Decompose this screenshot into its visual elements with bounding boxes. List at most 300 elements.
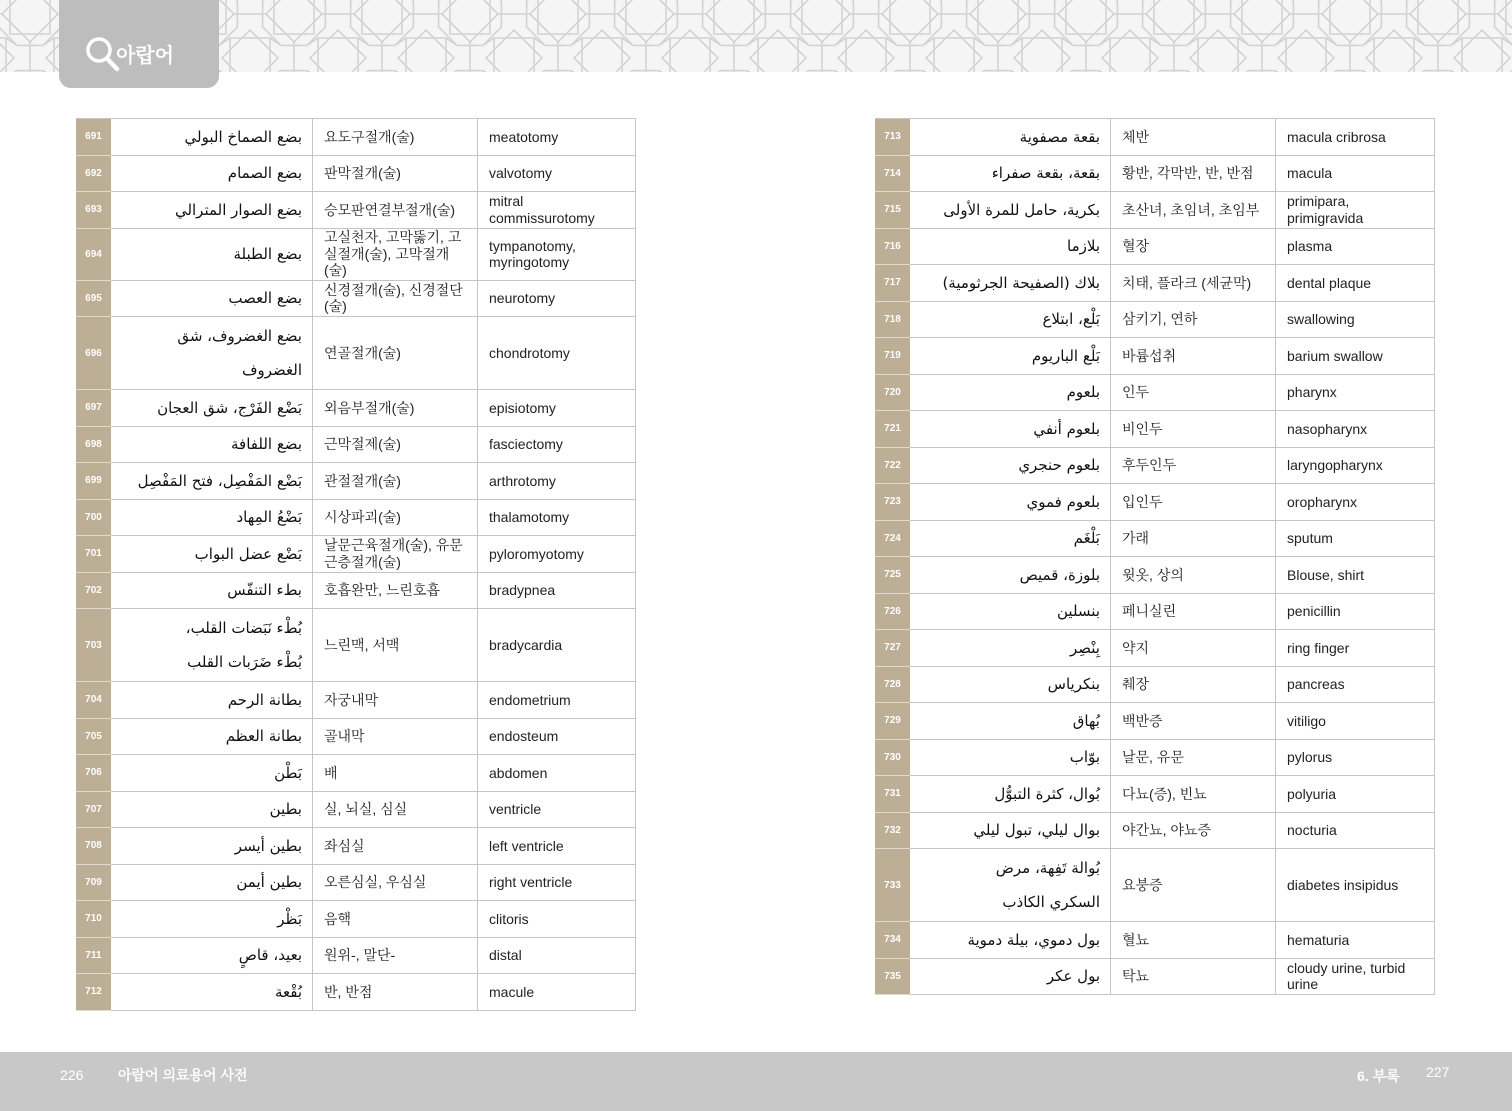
entry-number-cell	[76, 938, 111, 975]
entry-number-cell	[76, 828, 111, 865]
english-term-cell	[478, 119, 636, 156]
arabic-term: بطين أيسر	[234, 836, 302, 855]
entry-number: 735	[884, 970, 901, 982]
entry-number: 733	[884, 879, 901, 891]
entry-number: 691	[85, 131, 102, 143]
korean-term-cell	[1111, 667, 1276, 704]
korean-term: 초산녀, 초임녀, 초임부	[1122, 201, 1260, 218]
entry-number-cell	[875, 192, 910, 229]
entry-number-cell	[76, 229, 111, 281]
entry-number: 708	[85, 840, 102, 852]
entry-number-cell	[875, 630, 910, 667]
table-row	[76, 281, 636, 318]
arabic-term-cell	[910, 411, 1111, 448]
entry-number: 712	[85, 986, 102, 998]
korean-term-cell	[313, 463, 478, 500]
entry-number-cell	[875, 740, 910, 777]
korean-term-cell	[1111, 703, 1276, 740]
table-row	[76, 828, 636, 865]
arabic-term-cell	[111, 536, 313, 573]
arabic-term: بول دموي، بيلة دموية	[967, 930, 1100, 949]
english-term-cell	[1276, 229, 1435, 266]
arabic-term-cell	[111, 500, 313, 537]
arabic-term: بعيد، قاصٍ	[238, 946, 302, 965]
english-term-cell	[1276, 338, 1435, 375]
korean-term-cell	[1111, 265, 1276, 302]
table-row	[875, 448, 1435, 485]
entry-number-cell	[875, 302, 910, 339]
entry-number: 702	[85, 584, 102, 596]
arabic-term: بَظْر	[277, 909, 302, 928]
korean-term-cell	[313, 119, 478, 156]
arabic-term-cell	[910, 302, 1111, 339]
korean-term: 입인두	[1122, 493, 1163, 510]
english-term: arthrotomy	[489, 472, 556, 489]
entry-number-cell	[76, 682, 111, 719]
entry-number-cell	[76, 281, 111, 318]
entry-number-cell	[875, 229, 910, 266]
english-term: right ventricle	[489, 874, 573, 890]
entry-number: 700	[85, 511, 102, 523]
entry-number: 710	[85, 913, 102, 925]
korean-term-cell	[313, 192, 478, 229]
table-row	[875, 375, 1435, 412]
arabic-term: بُهاق	[1072, 711, 1100, 730]
entry-number-cell	[875, 922, 910, 959]
table-row	[76, 119, 636, 156]
entry-number: 694	[85, 248, 102, 260]
table-row	[76, 719, 636, 756]
entry-number: 707	[85, 803, 102, 815]
entry-number: 713	[884, 131, 901, 143]
entry-number: 697	[85, 402, 102, 414]
korean-term-cell	[313, 719, 478, 756]
korean-term-cell	[313, 755, 478, 792]
entry-number-cell	[76, 974, 111, 1011]
english-term-cell	[1276, 521, 1435, 558]
english-term: plasma	[1287, 238, 1333, 254]
arabic-term-cell	[910, 813, 1111, 850]
entry-number: 723	[884, 496, 901, 508]
header-pattern	[0, 0, 1512, 72]
entry-number-cell	[875, 776, 910, 813]
entry-number: 709	[85, 876, 102, 888]
korean-term: 요붕증	[1122, 876, 1163, 893]
entry-number: 726	[884, 605, 901, 617]
arabic-term-cell	[111, 901, 313, 938]
korean-term: 치태, 플라크 (세균막)	[1122, 274, 1252, 291]
english-term: abdomen	[489, 764, 548, 781]
arabic-term: بَضْعُ المِهاد	[236, 508, 302, 527]
english-term-cell	[478, 755, 636, 792]
arabic-term-cell	[111, 682, 313, 719]
korean-term: 날문, 유문	[1122, 749, 1184, 765]
arabic-term: بلعوم أنفي	[1033, 419, 1100, 438]
korean-term: 페니실린	[1122, 603, 1177, 619]
korean-term: 연골절개(술)	[324, 344, 401, 361]
english-term: distal	[489, 947, 522, 963]
arabic-term-cell	[910, 156, 1111, 193]
arabic-term-cell	[910, 557, 1111, 594]
entry-number: 704	[85, 694, 102, 706]
entry-number-cell	[875, 338, 910, 375]
english-term-cell	[478, 974, 636, 1011]
arabic-term: بول عكر	[1046, 967, 1100, 986]
arabic-term-cell	[910, 667, 1111, 704]
arabic-term-cell	[910, 776, 1111, 813]
arabic-term-cell	[910, 594, 1111, 631]
english-term-cell	[478, 156, 636, 193]
arabic-term-cell	[111, 609, 313, 682]
korean-term-cell	[1111, 959, 1276, 996]
arabic-term-cell	[910, 338, 1111, 375]
korean-term-cell	[313, 865, 478, 902]
arabic-term: بَلْغَم	[1073, 529, 1100, 548]
entry-number-cell	[76, 792, 111, 829]
english-term-cell	[1276, 959, 1435, 996]
korean-term: 삼키기, 연하	[1122, 311, 1198, 327]
arabic-term: بُطْء نَبَضات القلب، بُطْء ضَرَبات القلب	[185, 619, 302, 671]
arabic-term: بُوال، كثرة التبوُّل	[994, 784, 1100, 803]
english-term: primipara, primigravida	[1287, 193, 1364, 226]
korean-term: 혈뇨	[1122, 931, 1150, 948]
english-term: endosteum	[489, 728, 559, 744]
section-tab	[59, 0, 219, 88]
english-term-cell	[1276, 119, 1435, 156]
english-term-cell	[478, 390, 636, 427]
entry-number: 728	[884, 678, 901, 690]
table-row	[76, 609, 636, 682]
entry-number-cell	[875, 265, 910, 302]
entry-number-cell	[875, 375, 910, 412]
arabic-term-cell	[910, 229, 1111, 266]
arabic-term-cell	[910, 849, 1111, 922]
table-row	[76, 317, 636, 390]
arabic-term-cell	[111, 156, 313, 193]
arabic-term: بلازما	[1067, 237, 1100, 256]
arabic-term: بكرية، حامل للمرة الأولى	[943, 200, 1100, 219]
arabic-term: بِنْصِر	[1070, 638, 1100, 657]
korean-term-cell	[1111, 411, 1276, 448]
korean-term-cell	[313, 828, 478, 865]
entry-number: 714	[884, 167, 901, 179]
korean-term-cell	[1111, 521, 1276, 558]
arabic-term: بضع الصوار المترالي	[174, 200, 302, 219]
korean-term: 골내막	[324, 728, 365, 744]
table-row	[76, 792, 636, 829]
korean-term: 후두인두	[1122, 457, 1177, 473]
korean-term: 약지	[1122, 639, 1150, 656]
arabic-term: بلاك (الصفيحة الجرثومية)	[942, 273, 1100, 292]
english-term: left ventricle	[489, 837, 564, 854]
korean-term: 요도구절개(술)	[324, 128, 415, 145]
arabic-term: بقعة، بقعة صفراء	[991, 164, 1100, 183]
korean-term-cell	[313, 390, 478, 427]
english-term: oropharynx	[1287, 493, 1358, 510]
entry-number: 706	[85, 767, 102, 779]
english-term-cell	[478, 281, 636, 318]
entry-number-cell	[875, 667, 910, 704]
korean-term: 췌장	[1122, 676, 1150, 692]
entry-number-cell	[76, 192, 111, 229]
arabic-term: بقعة مصفوية	[1019, 127, 1100, 146]
korean-term-cell	[313, 427, 478, 464]
entry-number: 717	[884, 277, 901, 289]
english-term: sputum	[1287, 530, 1333, 546]
entry-number-cell	[76, 755, 111, 792]
english-term: macule	[489, 983, 535, 1000]
table-row	[875, 229, 1435, 266]
korean-term: 음핵	[324, 910, 352, 927]
english-term: fasciectomy	[489, 436, 563, 452]
english-term-cell	[1276, 776, 1435, 813]
english-term: tympanotomy, myringotomy	[489, 237, 576, 270]
arabic-term: بضع الطبلة	[233, 245, 302, 263]
entry-number: 715	[884, 204, 901, 216]
entry-number: 701	[85, 548, 102, 560]
arabic-term: بَلْع الباريوم	[1031, 346, 1100, 365]
footer-bar	[0, 1052, 1512, 1111]
korean-term-cell	[1111, 922, 1276, 959]
korean-term: 신경절개(술), 신경절단(술)	[324, 281, 463, 315]
arabic-term: بلعوم فموي	[1026, 492, 1100, 511]
korean-term: 근막절제(술)	[324, 436, 401, 452]
english-term: diabetes insipidus	[1287, 876, 1399, 893]
korean-term: 호흡완만, 느린호흡	[324, 582, 440, 598]
entry-number: 698	[85, 438, 102, 450]
korean-term: 승모판연결부절개(술)	[324, 201, 456, 218]
entry-number: 732	[884, 824, 901, 836]
english-term-cell	[1276, 302, 1435, 339]
english-term: chondrotomy	[489, 344, 570, 361]
korean-term: 실, 뇌실, 심실	[324, 801, 408, 817]
english-term-cell	[478, 792, 636, 829]
korean-term-cell	[1111, 448, 1276, 485]
arabic-term: بوّاب	[1069, 748, 1100, 767]
table-row	[76, 500, 636, 537]
table-row	[76, 390, 636, 427]
arabic-term-cell	[910, 119, 1111, 156]
entry-number-cell	[76, 901, 111, 938]
korean-term: 판막절개(술)	[324, 165, 401, 181]
table-row	[76, 573, 636, 610]
english-term: macula	[1287, 165, 1333, 181]
korean-term: 인두	[1122, 384, 1150, 400]
entry-number-cell	[875, 448, 910, 485]
arabic-term: بَلْع، ابتلاع	[1042, 310, 1100, 329]
table-row	[76, 901, 636, 938]
english-term-cell	[1276, 411, 1435, 448]
entry-number-cell	[875, 703, 910, 740]
entry-number: 721	[884, 423, 901, 435]
entry-number: 724	[884, 532, 901, 544]
entry-number-cell	[76, 463, 111, 500]
english-term-cell	[478, 573, 636, 610]
entry-number: 722	[884, 459, 901, 471]
table-row	[76, 938, 636, 975]
entry-number: 718	[884, 313, 901, 325]
table-row	[875, 521, 1435, 558]
entry-number-cell	[875, 119, 910, 156]
korean-term: 오른심실, 우심실	[324, 874, 427, 890]
arabic-term-cell	[111, 938, 313, 975]
entry-number: 703	[85, 639, 102, 651]
english-term: swallowing	[1287, 311, 1355, 327]
table-row	[875, 959, 1435, 996]
arabic-term-cell	[910, 265, 1111, 302]
arabic-term: بلوزة، قميص	[1019, 565, 1100, 584]
arabic-term: بَطْن	[274, 763, 302, 782]
table-row	[76, 865, 636, 902]
english-term: bradypnea	[489, 582, 556, 598]
arabic-term: بنسلين	[1057, 602, 1100, 621]
arabic-term: بلعوم حنجري	[1018, 456, 1100, 475]
entry-number-cell	[875, 484, 910, 521]
english-term: meatotomy	[489, 128, 559, 145]
english-term-cell	[478, 192, 636, 229]
korean-term-cell	[313, 281, 478, 318]
arabic-term: بلعوم	[1066, 383, 1100, 402]
table-row	[76, 974, 636, 1011]
entry-number-cell	[76, 609, 111, 682]
section-title: 6. 부록	[1357, 1068, 1400, 1084]
arabic-term-cell	[111, 229, 313, 281]
english-term: ring finger	[1287, 639, 1350, 656]
english-term-cell	[1276, 448, 1435, 485]
korean-term-cell	[313, 573, 478, 610]
arabic-term: بُقْعة	[274, 982, 302, 1001]
arabic-term-cell	[111, 865, 313, 902]
arabic-term: بضع العصب	[228, 289, 302, 308]
arabic-term-cell	[111, 719, 313, 756]
korean-term-cell	[1111, 740, 1276, 777]
english-term-cell	[478, 865, 636, 902]
korean-term: 다뇨(증), 빈뇨	[1122, 785, 1207, 802]
korean-term: 야간뇨, 야뇨증	[1122, 822, 1211, 838]
english-term: Blouse, shirt	[1287, 566, 1365, 583]
english-term: pharynx	[1287, 384, 1337, 400]
page-number-right: 227	[1426, 1064, 1450, 1080]
korean-term-cell	[313, 609, 478, 682]
book-title: 아랍어 의료용어 사전	[118, 1067, 248, 1083]
english-term: pyloromyotomy	[489, 545, 584, 562]
arabic-term: بضع الصمام	[227, 164, 302, 183]
entry-number-cell	[875, 959, 910, 996]
arabic-term: بَضْع المَفْصِل، فتح المَفْصِل	[137, 471, 302, 490]
table-row	[875, 813, 1435, 850]
english-term-cell	[1276, 630, 1435, 667]
arabic-term-cell	[910, 521, 1111, 558]
entry-number-cell	[875, 156, 910, 193]
entry-number-cell	[875, 813, 910, 850]
english-term-cell	[1276, 557, 1435, 594]
arabic-term: بوال ليلي، تبول ليلي	[973, 821, 1100, 840]
korean-term: 관절절개(술)	[324, 472, 401, 489]
korean-term: 백반증	[1122, 712, 1163, 729]
english-term: dental plaque	[1287, 274, 1372, 291]
korean-term-cell	[313, 792, 478, 829]
entry-number-cell	[875, 594, 910, 631]
arabic-term: بَضْع الفَرْج، شق العجان	[157, 398, 302, 417]
table-row	[875, 338, 1435, 375]
entry-number-cell	[875, 557, 910, 594]
entry-number-cell	[875, 411, 910, 448]
table-row	[875, 302, 1435, 339]
table-row	[875, 265, 1435, 302]
english-term-cell	[1276, 375, 1435, 412]
entry-number: 696	[85, 347, 102, 359]
korean-term-cell	[1111, 229, 1276, 266]
english-term-cell	[478, 536, 636, 573]
entry-number: 725	[884, 569, 901, 581]
table-row	[875, 630, 1435, 667]
entry-number-cell	[76, 390, 111, 427]
english-term-cell	[1276, 156, 1435, 193]
dictionary-table-right	[875, 118, 1435, 995]
korean-term-cell	[313, 536, 478, 573]
english-term: clitoris	[489, 910, 529, 927]
arabic-term: بطانة الرحم	[227, 690, 302, 709]
korean-term-cell	[1111, 557, 1276, 594]
korean-term-cell	[1111, 776, 1276, 813]
table-row	[875, 119, 1435, 156]
korean-term: 자궁내막	[324, 691, 379, 708]
korean-term: 반, 반점	[324, 983, 373, 1000]
arabic-term-cell	[111, 192, 313, 229]
english-term-cell	[1276, 813, 1435, 850]
table-row	[875, 594, 1435, 631]
entry-number-cell	[875, 849, 910, 922]
english-term: endometrium	[489, 691, 571, 708]
arabic-term: بطانة العظم	[225, 727, 302, 746]
table-row	[76, 192, 636, 229]
table-row	[76, 463, 636, 500]
arabic-term-cell	[111, 119, 313, 156]
korean-term-cell	[313, 901, 478, 938]
english-term: laryngopharynx	[1287, 457, 1383, 473]
entry-number: 716	[884, 240, 901, 252]
korean-term-cell	[1111, 302, 1276, 339]
arabic-term-cell	[910, 484, 1111, 521]
arabic-term-cell	[910, 192, 1111, 229]
table-row	[875, 849, 1435, 922]
korean-term-cell	[1111, 594, 1276, 631]
korean-term: 비인두	[1122, 420, 1163, 437]
entry-number-cell	[76, 317, 111, 390]
arabic-term-cell	[111, 974, 313, 1011]
table-row	[875, 776, 1435, 813]
english-term: bradycardia	[489, 636, 563, 653]
arabic-term: بَضْع عضل البواب	[194, 544, 302, 563]
entry-number: 734	[884, 934, 901, 946]
english-term: pancreas	[1287, 676, 1345, 692]
korean-term: 윗옷, 상의	[1122, 566, 1184, 583]
english-term-cell	[478, 828, 636, 865]
arabic-term: بطء التنفّس	[227, 581, 302, 600]
english-term-cell	[1276, 667, 1435, 704]
english-term-cell	[478, 317, 636, 390]
english-term-cell	[1276, 484, 1435, 521]
english-term-cell	[1276, 703, 1435, 740]
english-term-cell	[478, 938, 636, 975]
english-term: polyuria	[1287, 785, 1337, 802]
english-term: episiotomy	[489, 399, 556, 416]
english-term: cloudy urine, turbid urine	[1287, 959, 1406, 993]
english-term-cell	[478, 682, 636, 719]
arabic-term-cell	[910, 922, 1111, 959]
korean-term-cell	[1111, 484, 1276, 521]
arabic-term-cell	[111, 792, 313, 829]
